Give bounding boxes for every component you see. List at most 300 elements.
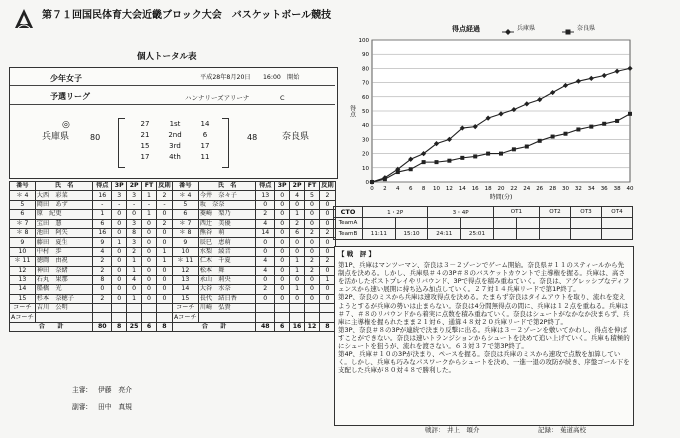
report-paragraph-3: 第3P、奈良＃８の3Pが連続で決まり反撃に出る。兵庫は３－２ゾーンを敷いてかわし、得点を伸ばすことができない。奈良は速いトランジションからシュートを決めて追い上げていく。兵庫も積極的にシュートを狙うが、流れを渡さない。６３対３７で第3P終了。 — [338, 325, 630, 351]
data-point-nara — [396, 170, 400, 174]
stat-cell: 4 — [256, 266, 275, 275]
cto-team-label: TeamB — [334, 229, 363, 240]
x-tick-label: 40 — [626, 186, 634, 192]
player-row — [10, 200, 336, 209]
stat-cell — [275, 304, 290, 313]
column-header: FT — [142, 182, 157, 191]
x-tick-label: 12 — [445, 186, 453, 192]
stat-cell — [127, 313, 142, 322]
stat-cell: 2 — [319, 191, 335, 200]
stat-cell: 4 — [93, 247, 112, 256]
player-name: 岡田 あず — [35, 200, 93, 209]
data-point-nara — [615, 119, 619, 123]
stat-cell: 0 — [305, 238, 320, 247]
stat-cell: 1 — [156, 247, 172, 256]
stat-cell — [275, 313, 290, 322]
stat-cell: 1 — [319, 275, 335, 284]
player-name: 船橋 光 — [35, 285, 93, 294]
stat-cell: 0 — [275, 294, 290, 303]
stat-cell: 0 — [112, 294, 127, 303]
player-row — [10, 304, 336, 313]
stat-cell: 0 — [112, 219, 127, 228]
game-report-box — [334, 246, 634, 426]
total-cell: 12 — [305, 322, 320, 331]
stat-cell: 6 — [93, 219, 112, 228]
stat-cell: 0 — [256, 238, 275, 247]
stat-cell: 0 — [290, 247, 305, 256]
team-a-score: 80 — [90, 133, 101, 142]
stat-cell — [256, 304, 275, 313]
player-row — [10, 191, 336, 200]
player-name: 川崎 弘貴 — [198, 304, 256, 313]
stat-cell: 0 — [305, 200, 320, 209]
player-row — [10, 266, 336, 275]
total-cell: 8 — [319, 322, 335, 331]
stat-cell: 0 — [256, 275, 275, 284]
player-number: 12 — [10, 266, 36, 275]
chief-referee-name: 伊藤 亮介 — [98, 386, 132, 394]
recorder-name: 菟道高校 — [560, 426, 586, 434]
y-tick-label: 80 — [362, 66, 369, 73]
stat-cell — [256, 313, 275, 322]
x-tick-label: 24 — [523, 186, 531, 192]
stat-cell — [305, 304, 320, 313]
player-row — [10, 238, 336, 247]
stat-cell: 0 — [305, 275, 320, 284]
player-row — [10, 247, 336, 256]
stat-cell: 1 — [156, 257, 172, 266]
ot2-header: OT2 — [540, 207, 571, 218]
stat-cell: 0 — [319, 210, 335, 219]
player-number: コーチ — [10, 304, 36, 313]
cto-cell — [395, 218, 428, 229]
stat-cell: 0 — [319, 247, 335, 256]
team-b-name: 奈良県 — [282, 132, 310, 142]
stat-cell: 0 — [142, 247, 157, 256]
data-point-nara — [499, 152, 503, 156]
player-number: 15 — [172, 294, 198, 303]
column-header: 番号 — [172, 182, 198, 191]
column-header: 得点 — [93, 182, 112, 191]
stat-cell: 0 — [275, 238, 290, 247]
stat-cell: 2 — [305, 228, 320, 237]
total-cell: 6 — [142, 322, 157, 331]
period-a-score: 21 — [140, 131, 150, 139]
player-name: 仁木 千夏 — [198, 257, 256, 266]
stat-cell: 2 — [127, 247, 142, 256]
roster-header-row — [10, 182, 336, 191]
stat-cell: 9 — [93, 238, 112, 247]
y-tick-label: 40 — [362, 123, 369, 130]
cto-header: CTO — [334, 207, 363, 218]
legend-label-hyogo: 兵庫県 — [517, 25, 536, 32]
player-number: 10 — [10, 247, 36, 256]
data-point-nara — [409, 167, 413, 171]
data-point-nara — [551, 135, 555, 139]
stat-cell: 0 — [127, 285, 142, 294]
cto-cell — [540, 229, 571, 240]
stat-cell — [127, 304, 142, 313]
stat-cell: 0 — [275, 257, 290, 266]
data-point-nara — [383, 177, 387, 181]
player-number: 14 — [10, 285, 36, 294]
period-bracket-left — [118, 118, 125, 168]
player-number: ＊ 4 — [10, 191, 36, 200]
player-number: ＊ 4 — [172, 191, 198, 200]
player-row — [10, 285, 336, 294]
period-scores — [130, 120, 220, 164]
player-name: 永山 莉央 — [198, 275, 256, 284]
divider-line — [10, 104, 335, 105]
y-tick-label: 100 — [358, 38, 369, 44]
report-paragraph-1: 第1P、兵庫はマンツーマン、奈良は３－２ゾーンでゲーム開始。奈良県＃１１のスティールから先制点を決める。しかし、兵庫県＃４の3P＃８のバスケットカウントで主導権を握る。兵庫は、高さを活かしたポストプレイやリバウンド、3Pで得点を積み重ねていく。奈良は、アグレッシブなディフェンスから速い展開に持ち込み加点していく。２７対１４兵庫リードで第1P終了。 — [338, 261, 630, 294]
stat-cell: - — [142, 200, 157, 209]
player-row — [10, 294, 336, 303]
column-header: 氏 名 — [198, 182, 256, 191]
stat-cell: 2 — [305, 257, 320, 266]
stat-cell: - — [112, 200, 127, 209]
cto-cell: 15:10 — [395, 229, 428, 240]
divider-line — [10, 85, 335, 86]
report-paragraph-2: 第2P、奈良のミスから兵庫は速攻得点を決める。たまらず奈良はタイムアウトを取り、流れを変えようとするが兵庫の勢いは止まらない。奈良は4分間無得点の間に、兵庫は１２点を重ねる。兵庫は＃７、＃８のリバウンドから着実に点数を積み重ねていく。奈良はシュートがなかなか決まらず、兵庫に主導権を握られたまま２１対６、通算４８対２０兵庫リードで第2P終了。 — [338, 293, 630, 326]
player-name: 大西 彩菜 — [35, 191, 93, 200]
date-time: 平成28年8月20日 16:00 開始 — [200, 74, 300, 81]
stat-cell: 0 — [256, 247, 275, 256]
player-number: ＊ 7 — [172, 219, 198, 228]
report-heading: 【 戦 評 】 — [338, 250, 376, 258]
x-tick-label: 30 — [562, 186, 569, 192]
stat-cell: 3 — [127, 191, 142, 200]
stat-cell: 0 — [142, 238, 157, 247]
stat-cell: 0 — [142, 266, 157, 275]
x-tick-label: 8 — [421, 186, 426, 192]
player-number: 6 — [10, 210, 36, 219]
player-name: 神田 奈緒 — [35, 266, 93, 275]
cto-cell: 24:11 — [428, 229, 461, 240]
stat-cell: 0 — [142, 285, 157, 294]
recorder-label: 記録： — [538, 426, 558, 434]
data-point-nara — [370, 180, 374, 184]
x-tick-label: 6 — [408, 186, 413, 192]
stat-cell: 13 — [256, 191, 275, 200]
stat-cell: 0 — [142, 219, 157, 228]
stat-cell — [142, 313, 157, 322]
stat-cell: 0 — [275, 200, 290, 209]
cto-table — [333, 206, 633, 240]
stat-cell: 0 — [256, 200, 275, 209]
stat-cell: 0 — [127, 210, 142, 219]
player-number: 9 — [10, 238, 36, 247]
data-point-nara — [538, 139, 542, 143]
totals-label: 合 計 — [172, 322, 255, 331]
ot1-header: OT1 — [493, 207, 539, 218]
stat-cell: - — [156, 200, 172, 209]
stat-cell: 2 — [319, 257, 335, 266]
stat-cell: 0 — [305, 247, 320, 256]
cto-cell — [516, 218, 539, 229]
stat-cell: 2 — [156, 191, 172, 200]
stat-cell: 0 — [156, 228, 172, 237]
y-tick-label: 70 — [362, 80, 369, 87]
stat-cell: 0 — [319, 266, 335, 275]
cto-cell — [428, 218, 461, 229]
player-name: 杉本 奈穂子 — [35, 294, 93, 303]
player-number: 5 — [10, 200, 36, 209]
player-row — [10, 219, 336, 228]
total-cell: 6 — [275, 322, 290, 331]
player-name: 今井 奈々子 — [198, 191, 256, 200]
period-row — [130, 153, 220, 164]
stat-cell: 0 — [319, 294, 335, 303]
stat-cell: 0 — [142, 257, 157, 266]
stat-cell: 1 — [142, 191, 157, 200]
player-name: 徳岡 由祝 — [35, 257, 93, 266]
player-row — [10, 313, 336, 322]
period-row — [130, 120, 220, 131]
total-cell: 16 — [290, 322, 305, 331]
cto-cell — [461, 218, 494, 229]
legend-marker-hyogo — [505, 29, 511, 35]
stat-cell: 0 — [112, 275, 127, 284]
x-tick-label: 34 — [587, 186, 595, 192]
player-number: Aコーチ — [173, 313, 197, 321]
data-point-nara — [435, 160, 439, 164]
document-title: 第７１回国民体育大会近畿ブロック大会 バスケットボール競技 — [42, 10, 332, 21]
player-name: 池田 阿矢 — [35, 228, 93, 237]
x-tick-label: 20 — [497, 186, 505, 192]
column-header: 得点 — [256, 182, 275, 191]
player-stats-table — [9, 181, 336, 332]
player-number: ＊ 11 — [172, 257, 198, 266]
player-number: 10 — [172, 247, 198, 256]
stat-cell: 2 — [305, 266, 320, 275]
stat-cell: 0 — [156, 210, 172, 219]
x-tick-label: 36 — [600, 186, 608, 192]
player-name: 西辻 美優 — [198, 219, 256, 228]
stat-cell: 0 — [275, 247, 290, 256]
stat-cell: 1 — [93, 210, 112, 219]
stat-cell: 3 — [112, 191, 127, 200]
stat-cell: 0 — [305, 285, 320, 294]
stat-cell: 4 — [127, 275, 142, 284]
ot4-header: OT4 — [602, 207, 633, 218]
stat-cell: 2 — [93, 257, 112, 266]
cto-cell — [493, 229, 516, 240]
stat-cell — [305, 313, 320, 322]
player-name: 中村 歩 — [35, 247, 93, 256]
player-number: 15 — [10, 294, 36, 303]
stat-cell: 4 — [256, 257, 275, 266]
y-tick-label: 90 — [362, 52, 369, 59]
logo-emblem — [14, 8, 34, 30]
period-label: 4th — [169, 153, 181, 161]
team-a-name: 兵庫県 — [42, 132, 70, 142]
x-tick-label: 22 — [510, 186, 518, 192]
stat-cell: 5 — [305, 191, 320, 200]
stat-cell: 2 — [93, 294, 112, 303]
x-tick-label: 14 — [458, 186, 466, 192]
cto-cell — [493, 218, 516, 229]
x-tick-label: 10 — [433, 186, 440, 192]
stat-cell: 0 — [275, 219, 290, 228]
column-header: FT — [305, 182, 320, 191]
ot3-header: OT3 — [571, 207, 602, 218]
stat-cell: 0 — [305, 294, 320, 303]
stat-cell: 0 — [305, 210, 320, 219]
sub-referee-name: 田中 真規 — [98, 403, 132, 411]
stat-cell: 0 — [290, 200, 305, 209]
venue-label: ハンナリーズアリーナ — [185, 94, 250, 102]
data-point-nara — [602, 122, 606, 126]
stat-cell: 2 — [290, 219, 305, 228]
stat-cell — [156, 313, 172, 322]
total-cell: 48 — [256, 322, 275, 331]
stat-cell: 0 — [305, 219, 320, 228]
document-subtitle: 個人トータル表 — [137, 52, 197, 62]
cto-cell — [571, 218, 602, 229]
total-cell: 8 — [156, 322, 172, 331]
stat-cell: 0 — [319, 285, 335, 294]
data-point-nara — [473, 154, 477, 158]
player-number: 13 — [10, 275, 36, 284]
stat-cell: 0 — [319, 238, 335, 247]
player-name: 大谷 水奈 — [198, 285, 256, 294]
stat-cell: 2 — [93, 266, 112, 275]
category-label: 少年女子 — [50, 74, 82, 83]
stat-cell: 0 — [112, 228, 127, 237]
x-tick-label: 16 — [471, 186, 479, 192]
period-a-score: 15 — [140, 142, 150, 150]
stat-cell: 1 — [290, 285, 305, 294]
player-name: 長代 結日香 — [198, 294, 256, 303]
column-header: 反則 — [321, 182, 334, 190]
player-number: 13 — [172, 275, 198, 284]
stat-cell: 1 — [127, 294, 142, 303]
column-header: 2P — [127, 182, 142, 191]
stat-cell: 1 — [142, 210, 157, 219]
stat-cell: 3 — [127, 219, 142, 228]
y-axis-label: 得点 — [348, 105, 356, 117]
stat-cell — [142, 304, 157, 313]
player-name: 吉川 公明 — [35, 304, 93, 313]
column-header: 氏 名 — [35, 182, 93, 191]
chart-legend — [500, 24, 640, 36]
data-point-nara — [486, 152, 490, 156]
player-name: 坂 奈奈 — [198, 200, 256, 209]
data-point-nara — [422, 160, 426, 164]
player-name — [35, 313, 93, 322]
stat-cell — [156, 304, 172, 313]
chief-referee-label: 主審: — [72, 386, 88, 394]
totals-label: 合 計 — [10, 322, 93, 331]
sub-referee-label: 副審: — [72, 403, 88, 411]
period-a-score: 27 — [140, 120, 150, 128]
stat-cell: 2 — [319, 228, 335, 237]
stat-cell: 0 — [275, 210, 290, 219]
column-header: 反則 — [158, 182, 171, 190]
stat-cell: 0 — [142, 294, 157, 303]
cto-row-team-b — [334, 229, 633, 240]
x-axis-label: 時間(分) — [489, 194, 513, 201]
stat-cell: 0 — [112, 285, 127, 294]
stat-cell: 1 — [127, 266, 142, 275]
period-b-score: 14 — [200, 120, 210, 128]
stat-cell: 8 — [93, 275, 112, 284]
stat-cell: 0 — [112, 266, 127, 275]
player-name: 石丸 果那 — [35, 275, 93, 284]
stat-cell: 0 — [156, 266, 172, 275]
player-number: ＊ 11 — [10, 257, 36, 266]
y-tick-label: 30 — [362, 137, 369, 144]
period-label: 2nd — [168, 131, 182, 139]
stat-cell: 0 — [290, 294, 305, 303]
half-1-header: 1・2P — [363, 207, 428, 218]
player-name: 藤田 夏生 — [35, 238, 93, 247]
total-cell: 8 — [112, 322, 127, 331]
stat-cell: 6 — [290, 228, 305, 237]
period-a-score: 17 — [140, 153, 150, 161]
stat-cell: 0 — [142, 228, 157, 237]
period-b-score: 6 — [202, 131, 208, 139]
stat-cell: 0 — [256, 294, 275, 303]
player-number: ＊ 8 — [10, 228, 36, 237]
player-name: 水梨 綾音 — [198, 247, 256, 256]
team-b-score: 48 — [247, 133, 258, 142]
player-number: 5 — [172, 200, 198, 209]
player-number: 9 — [172, 238, 198, 247]
player-name — [198, 313, 256, 322]
stat-cell: 0 — [290, 238, 305, 247]
player-number: 12 — [172, 266, 198, 275]
stat-cell — [112, 304, 127, 313]
stat-cell: 0 — [156, 294, 172, 303]
x-tick-label: 2 — [383, 186, 387, 192]
stat-cell: 0 — [142, 275, 157, 284]
court-label: C — [280, 94, 285, 102]
player-name: 辰巳 恵萌 — [198, 238, 256, 247]
score-progress-chart — [340, 36, 640, 211]
stat-cell: 3 — [127, 238, 142, 247]
report-paragraph-4: 第4P、兵庫＃１０の3Pが決まり、ペースを握る。奈良は兵庫のミスから速攻で点数を加算していく。しかし、兵庫も巧みなパスワークからシュートを決め、一進一退の攻防が続き、序盤ゴール下を支配した兵庫が８０対４８で勝利した。 — [338, 350, 630, 375]
stat-cell: 0 — [275, 275, 290, 284]
stat-cell: 0 — [112, 210, 127, 219]
stat-cell: - — [93, 200, 112, 209]
column-header: 2P — [290, 182, 305, 191]
stat-cell — [93, 313, 112, 322]
cto-cell: 11:11 — [363, 229, 396, 240]
data-point-nara — [460, 156, 464, 160]
cto-cell — [571, 229, 602, 240]
total-cell: 80 — [93, 322, 112, 331]
y-tick-label: 20 — [362, 151, 369, 158]
data-point-nara — [512, 147, 516, 151]
stat-cell: 0 — [275, 191, 290, 200]
column-header: 3P — [112, 182, 127, 191]
stat-cell: 1 — [290, 257, 305, 266]
totals-row — [10, 322, 336, 331]
stat-cell: 0 — [156, 285, 172, 294]
stat-cell: 2 — [256, 285, 275, 294]
cto-cell — [516, 229, 539, 240]
period-row — [130, 142, 220, 153]
player-number: Aコーチ — [11, 313, 34, 321]
x-tick-label: 32 — [574, 186, 582, 192]
stat-cell: 4 — [290, 191, 305, 200]
y-tick-label: 60 — [362, 94, 369, 101]
player-number: コーチ — [172, 304, 198, 313]
stat-cell — [93, 304, 112, 313]
stat-cell — [290, 304, 305, 313]
